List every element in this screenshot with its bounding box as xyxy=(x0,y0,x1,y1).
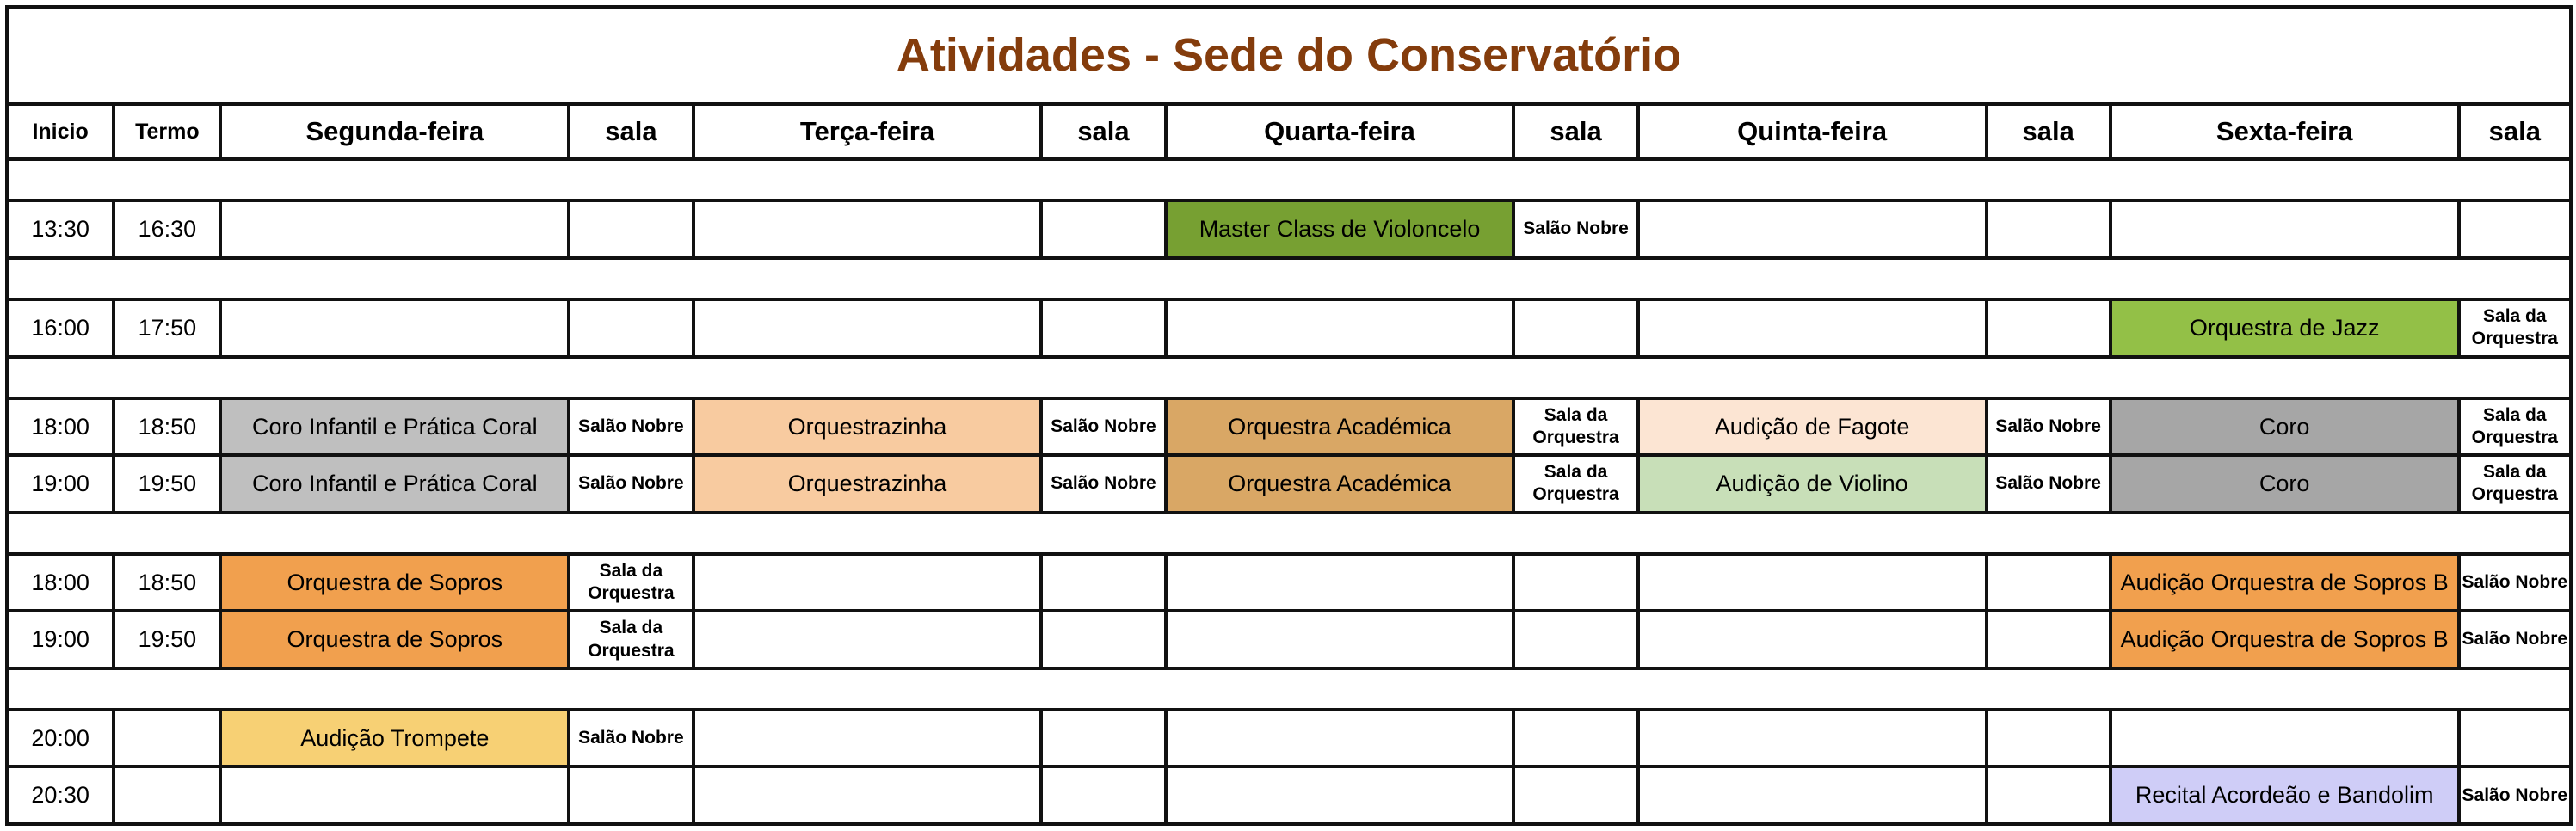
activity-cell xyxy=(220,299,569,356)
room-cell xyxy=(2459,710,2571,766)
header-room: sala xyxy=(1987,104,2111,159)
activity-cell xyxy=(2111,200,2459,257)
activity-cell: Orquestrazinha xyxy=(693,455,1042,512)
activity-cell xyxy=(1166,299,1514,356)
activity-cell: Orquestra Académica xyxy=(1166,455,1514,512)
table-row xyxy=(7,398,2571,455)
activity-cell xyxy=(1638,554,1987,611)
activity-cell: Coro xyxy=(2111,455,2459,512)
room-cell xyxy=(1041,299,1165,356)
table-row xyxy=(7,455,2571,512)
activity-cell: Orquestra de Sopros xyxy=(220,554,569,611)
room-cell: Sala da Orquestra xyxy=(1513,455,1637,512)
room-cell: Sala da Orquestra xyxy=(2459,299,2571,356)
activity-cell xyxy=(1166,710,1514,766)
room-cell xyxy=(1041,611,1165,668)
end-time-cell: 19:50 xyxy=(114,611,220,668)
activity-cell: Orquestra de Jazz xyxy=(2111,299,2459,356)
table-row xyxy=(7,710,2571,766)
room-cell xyxy=(569,299,693,356)
end-time-cell xyxy=(114,766,220,824)
start-time-cell: 18:00 xyxy=(7,398,114,455)
room-cell: Sala da Orquestra xyxy=(569,554,693,611)
schedule-table xyxy=(5,5,2573,826)
activity-cell xyxy=(1166,554,1514,611)
spacer-cell xyxy=(7,357,2571,398)
activity-cell xyxy=(693,710,1042,766)
activity-cell xyxy=(1638,200,1987,257)
room-cell xyxy=(569,200,693,257)
room-cell xyxy=(1041,200,1165,257)
spacer-row xyxy=(7,357,2571,398)
activity-cell: Audição Orquestra de Sopros B xyxy=(2111,554,2459,611)
activity-cell: Audição Orquestra de Sopros B xyxy=(2111,611,2459,668)
activity-cell xyxy=(693,299,1042,356)
room-cell xyxy=(1513,710,1637,766)
spacer-row xyxy=(7,668,2571,710)
header-day-monday: Segunda-feira xyxy=(220,104,569,159)
room-cell xyxy=(1513,766,1637,824)
activity-cell xyxy=(693,554,1042,611)
room-cell: Salão Nobre xyxy=(569,710,693,766)
activity-cell xyxy=(1638,299,1987,356)
header-day-thursday: Quinta-feira xyxy=(1638,104,1987,159)
spacer-row xyxy=(7,258,2571,299)
activity-cell xyxy=(693,200,1042,257)
room-cell: Salão Nobre xyxy=(569,455,693,512)
room-cell: Salão Nobre xyxy=(1041,398,1165,455)
header-end: Termo xyxy=(114,104,220,159)
room-cell xyxy=(1987,611,2111,668)
room-cell xyxy=(1987,299,2111,356)
activity-cell xyxy=(1166,611,1514,668)
spacer-cell xyxy=(7,258,2571,299)
activity-cell xyxy=(1638,710,1987,766)
activity-cell: Audição Trompete xyxy=(220,710,569,766)
table-row xyxy=(7,611,2571,668)
activity-cell: Audição de Fagote xyxy=(1638,398,1987,455)
start-time-cell: 20:00 xyxy=(7,710,114,766)
header-row xyxy=(7,104,2571,159)
activity-cell: Audição de Violino xyxy=(1638,455,1987,512)
room-cell xyxy=(1987,200,2111,257)
header-room: sala xyxy=(569,104,693,159)
activity-cell: Orquestra de Sopros xyxy=(220,611,569,668)
end-time-cell xyxy=(114,710,220,766)
end-time-cell: 17:50 xyxy=(114,299,220,356)
room-cell: Sala da Orquestra xyxy=(2459,455,2571,512)
header-day-friday: Sexta-feira xyxy=(2111,104,2459,159)
room-cell xyxy=(1987,766,2111,824)
start-time-cell: 13:30 xyxy=(7,200,114,257)
start-time-cell: 19:00 xyxy=(7,455,114,512)
spacer-cell xyxy=(7,668,2571,710)
room-cell: Salão Nobre xyxy=(2459,766,2571,824)
activity-cell: Orquestrazinha xyxy=(693,398,1042,455)
activity-cell xyxy=(1166,766,1514,824)
activity-cell: Coro Infantil e Prática Coral xyxy=(220,455,569,512)
room-cell: Salão Nobre xyxy=(1041,455,1165,512)
spacer-row xyxy=(7,513,2571,554)
room-cell xyxy=(1987,710,2111,766)
spacer-row xyxy=(7,159,2571,200)
room-cell xyxy=(2459,200,2571,257)
header-room: sala xyxy=(2459,104,2571,159)
room-cell: Salão Nobre xyxy=(1513,200,1637,257)
room-cell xyxy=(1513,554,1637,611)
room-cell xyxy=(1513,299,1637,356)
room-cell xyxy=(1041,766,1165,824)
start-time-cell: 18:00 xyxy=(7,554,114,611)
spacer-cell xyxy=(7,513,2571,554)
activity-cell xyxy=(1638,611,1987,668)
header-day-wednesday: Quarta-feira xyxy=(1166,104,1514,159)
header-room: sala xyxy=(1041,104,1165,159)
room-cell: Salão Nobre xyxy=(569,398,693,455)
header-start: Inicio xyxy=(7,104,114,159)
end-time-cell: 19:50 xyxy=(114,455,220,512)
room-cell: Salão Nobre xyxy=(2459,611,2571,668)
table-row xyxy=(7,299,2571,356)
activity-cell xyxy=(220,766,569,824)
table-row xyxy=(7,554,2571,611)
activity-cell: Coro xyxy=(2111,398,2459,455)
room-cell xyxy=(1041,554,1165,611)
spacer-cell xyxy=(7,159,2571,200)
room-cell: Salão Nobre xyxy=(1987,398,2111,455)
room-cell: Salão Nobre xyxy=(1987,455,2111,512)
activity-cell: Coro Infantil e Prática Coral xyxy=(220,398,569,455)
activity-cell xyxy=(693,766,1042,824)
room-cell: Sala da Orquestra xyxy=(2459,398,2571,455)
activity-cell: Recital Acordeão e Bandolim xyxy=(2111,766,2459,824)
header-day-tuesday: Terça-feira xyxy=(693,104,1042,159)
room-cell: Sala da Orquestra xyxy=(1513,398,1637,455)
activity-cell xyxy=(220,200,569,257)
end-time-cell: 16:30 xyxy=(114,200,220,257)
activity-cell xyxy=(2111,710,2459,766)
activity-cell: Master Class de Violoncelo xyxy=(1166,200,1514,257)
room-cell xyxy=(1041,710,1165,766)
end-time-cell: 18:50 xyxy=(114,554,220,611)
end-time-cell: 18:50 xyxy=(114,398,220,455)
activity-cell xyxy=(693,611,1042,668)
header-room: sala xyxy=(1513,104,1637,159)
room-cell: Sala da Orquestra xyxy=(569,611,693,668)
table-row xyxy=(7,766,2571,824)
start-time-cell: 16:00 xyxy=(7,299,114,356)
activity-cell: Orquestra Académica xyxy=(1166,398,1514,455)
start-time-cell: 20:30 xyxy=(7,766,114,824)
room-cell xyxy=(1987,554,2111,611)
start-time-cell: 19:00 xyxy=(7,611,114,668)
room-cell xyxy=(1513,611,1637,668)
room-cell xyxy=(569,766,693,824)
table-row xyxy=(7,200,2571,257)
room-cell: Salão Nobre xyxy=(2459,554,2571,611)
page-title: Atividades - Sede do Conservatório xyxy=(7,7,2571,104)
activity-cell xyxy=(1638,766,1987,824)
